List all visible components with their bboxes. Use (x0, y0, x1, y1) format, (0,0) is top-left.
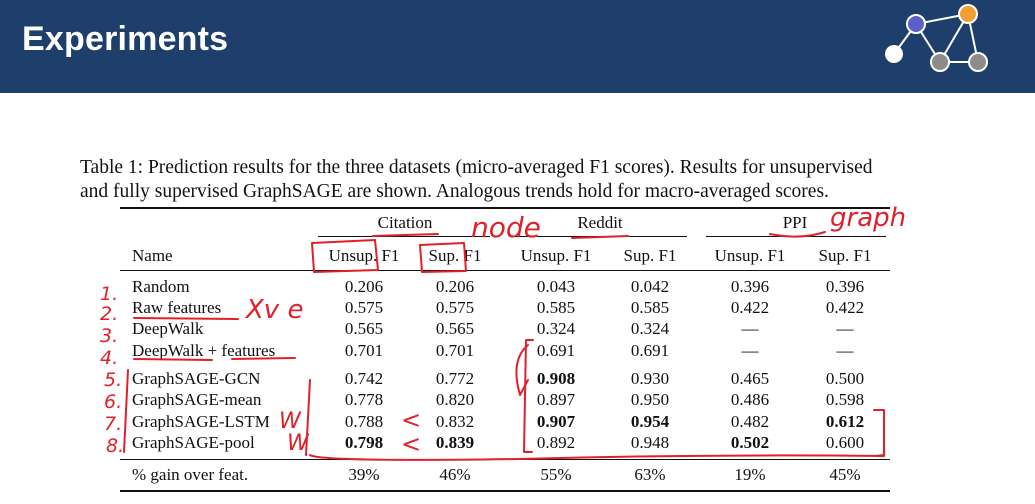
slide-title: Experiments (22, 20, 229, 58)
ink-box-unsup (312, 240, 378, 272)
table-cell: 0.482 (730, 412, 770, 431)
table-cell: 0.892 (536, 433, 576, 452)
table-cell: 0.930 (630, 369, 670, 388)
table-cell: 0.908 (536, 369, 576, 388)
table-cell: 0.820 (435, 390, 475, 409)
table-cell: — (836, 341, 854, 360)
ink-note-graph: graph (830, 203, 907, 233)
table-cell: 0.422 (825, 298, 865, 317)
table-cell: 0.612 (825, 412, 865, 431)
table-cell: 0.839 (435, 433, 475, 452)
table-cell: 0.206 (435, 277, 475, 296)
table-cell: 0.772 (435, 369, 475, 388)
ink-note-raw-features: Xv e (246, 295, 304, 325)
table-cell: 0.832 (435, 412, 475, 431)
table-cell: 0.897 (536, 390, 576, 409)
ink-row-number-6: 6. (104, 391, 123, 413)
table-cell: 0.565 (344, 319, 384, 338)
table-cell: 0.788 (344, 412, 384, 431)
table-cell: 0.691 (536, 341, 576, 360)
table-cell: 0.575 (435, 298, 475, 317)
column-header-name: Name (132, 246, 173, 265)
gain-cell: 39% (348, 465, 380, 484)
table-cell: 0.042 (630, 277, 670, 296)
column-header-reddit-sup: Sup. F1 (623, 246, 677, 265)
gain-row-name: % gain over feat. (132, 465, 249, 484)
table-cell: 0.422 (730, 298, 770, 317)
table-cell: 0.396 (730, 277, 770, 296)
column-header-ppi-sup: Sup. F1 (818, 246, 872, 265)
row-name: GraphSAGE-LSTM (132, 412, 270, 431)
row-name: DeepWalk + features (132, 341, 276, 360)
table-cell: 0.502 (730, 433, 770, 452)
ink-note-node: node (471, 211, 541, 244)
ink-box-sup (420, 243, 466, 272)
group-header-reddit: Reddit (577, 213, 623, 232)
table-cell: 0.701 (435, 341, 475, 360)
column-header-ppi-unsup: Unsup. F1 (714, 246, 786, 265)
ink-underline-reddit (572, 236, 628, 238)
group-header-citation: Citation (377, 213, 433, 232)
table-cell: 0.565 (435, 319, 475, 338)
ink-row-number-8: 8. (106, 435, 125, 457)
row-name: DeepWalk (132, 319, 204, 338)
table-cell: 0.465 (730, 369, 770, 388)
table-cell: 0.600 (825, 433, 865, 452)
table-cell: — (836, 319, 854, 338)
column-header-citation-unsup: Unsup. F1 (328, 246, 400, 265)
ink-compare-lstm: < (401, 406, 422, 434)
ink-underline-deepwalk (134, 359, 212, 360)
ink-right-bracket (874, 410, 884, 456)
ink-row-number-4: 4. (100, 347, 119, 369)
ink-bottom-bracket (310, 455, 884, 460)
ink-rows-bracket (124, 370, 128, 452)
ink-row-number-3: 3. (100, 325, 119, 347)
ink-compare-pool: < (401, 430, 422, 458)
gain-cell: 45% (829, 465, 861, 484)
table-cell: 0.206 (344, 277, 384, 296)
ink-mark-pool: W (287, 431, 309, 456)
ink-row-number-2: 2. (100, 303, 119, 325)
table-cell: 0.043 (536, 277, 576, 296)
group-header-ppi: PPI (782, 213, 808, 232)
table-cell: 0.575 (344, 298, 384, 317)
caption-line-1: Table 1: Prediction results for the three datasets (micro-averaged F1 scores). Results for unsupervised (80, 157, 873, 178)
table-cell: 0.598 (825, 390, 865, 409)
table-cell: 0.396 (825, 277, 865, 296)
caption-line-2: and fully supervised GraphSAGE are shown. Analogous trends hold for macro-averaged scores. (80, 181, 829, 202)
row-name: GraphSAGE-mean (132, 390, 262, 409)
ink-reddit-bracket (524, 340, 533, 452)
ink-underline-ppi (770, 232, 825, 237)
table-cell: — (741, 319, 759, 338)
row-name: GraphSAGE-GCN (132, 369, 261, 388)
table-cell: 0.486 (730, 390, 770, 409)
table-cell: 0.500 (825, 369, 865, 388)
table-cell: 0.907 (536, 412, 576, 431)
table-cell: 0.691 (630, 341, 670, 360)
gain-cell: 55% (540, 465, 572, 484)
gain-cell: 63% (634, 465, 666, 484)
column-header-citation-sup: Sup. F1 (428, 246, 482, 265)
table-cell: 0.585 (630, 298, 670, 317)
ink-underline-citation (373, 234, 438, 236)
table-cell: 0.585 (536, 298, 576, 317)
ink-row-number-5: 5. (104, 369, 123, 391)
gain-cell: 19% (734, 465, 766, 484)
row-name: Random (132, 277, 190, 296)
table-cell: 0.950 (630, 390, 670, 409)
table-cell: 0.778 (344, 390, 384, 409)
table-cell: 0.324 (536, 319, 576, 338)
table-cell: 0.742 (344, 369, 384, 388)
ink-underline-features (232, 358, 295, 359)
table-cell: 0.324 (630, 319, 670, 338)
ink-underline-raw-features (134, 318, 238, 319)
row-name: Raw features (132, 298, 222, 317)
table-cell: 0.798 (344, 433, 384, 452)
column-header-reddit-unsup: Unsup. F1 (520, 246, 592, 265)
table-cell: 0.948 (630, 433, 670, 452)
table-cell: 0.954 (630, 412, 670, 431)
ink-row-number-1: 1. (100, 283, 119, 305)
table-cell: — (741, 341, 759, 360)
row-name: GraphSAGE-pool (132, 433, 255, 452)
ink-mark-lstm: W (279, 409, 301, 434)
ink-row-number-7: 7. (104, 413, 123, 435)
table-cell: 0.701 (344, 341, 384, 360)
gain-cell: 46% (439, 465, 471, 484)
